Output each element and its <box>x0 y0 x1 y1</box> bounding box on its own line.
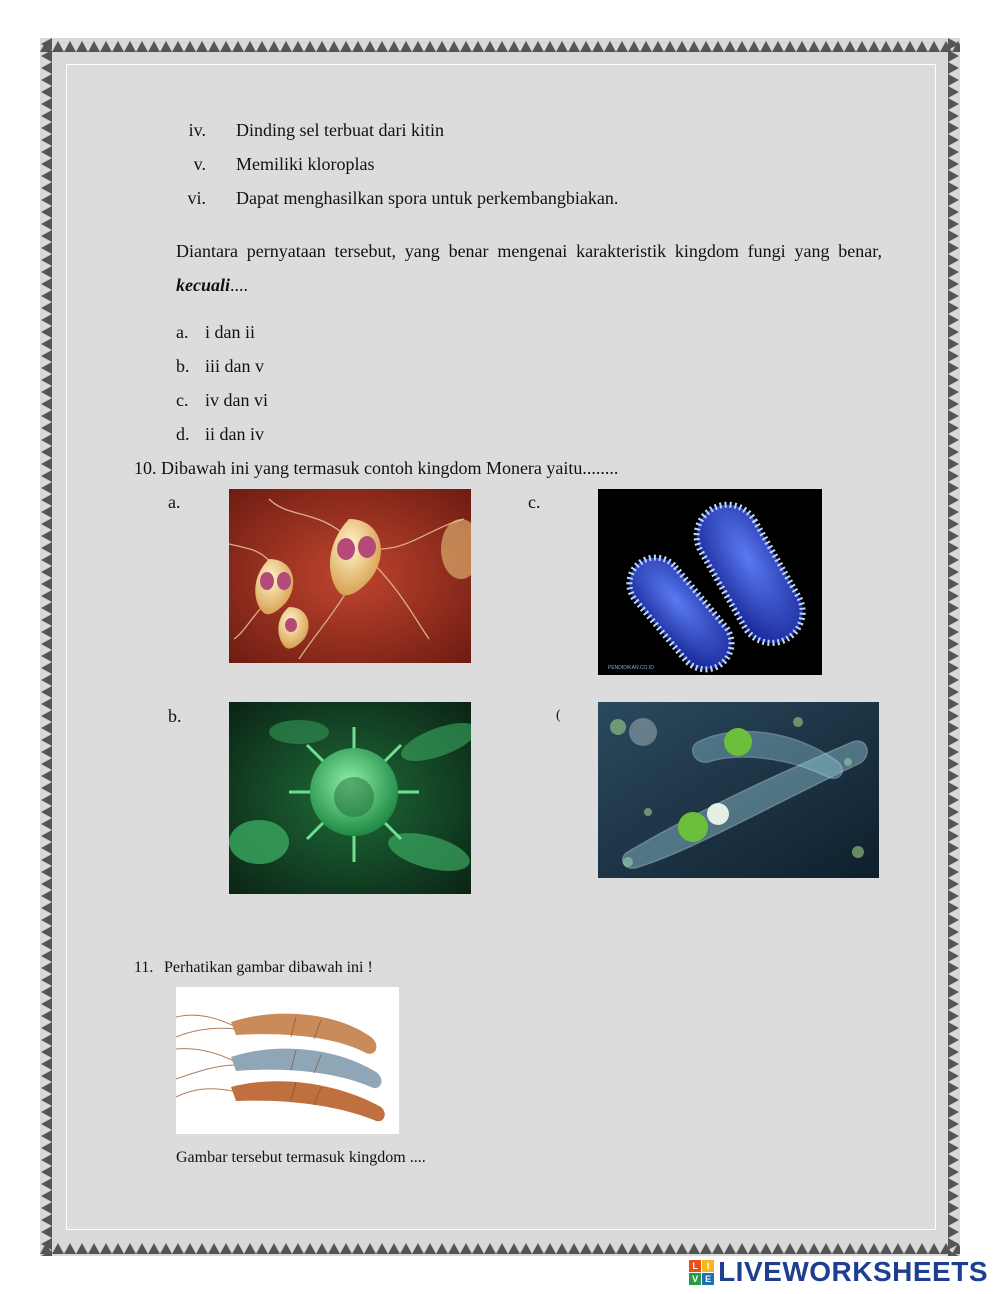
question9-stem <box>176 234 882 302</box>
stem-text: Diantara pernyataan tersebut, yang benar mengenai karakteristik kingdom fungi yang benar, <box>176 241 882 261</box>
choice-c-text[interactable]: iv dan vi <box>205 390 268 410</box>
question10-text: 10. Dibawah ini yang termasuk contoh kingdom Monera yaitu........ <box>134 458 619 478</box>
logo-letter-l: L <box>689 1260 701 1272</box>
roman-text-vi: Dapat menghasilkan spora untuk perkembangbiakan. <box>236 188 619 208</box>
q10-label-c: c. <box>528 492 541 512</box>
choice-a-text[interactable]: i dan ii <box>205 322 255 342</box>
roman-text-v: Memiliki kloroplas <box>236 154 375 174</box>
stem-end: .... <box>230 275 248 295</box>
border-left <box>40 38 52 1256</box>
liveworksheets-brand[interactable] <box>689 1254 988 1290</box>
border-right <box>948 38 960 1256</box>
choice-a-letter: a. <box>176 322 189 342</box>
q10-label-b: b. <box>168 706 182 726</box>
image-giardia[interactable] <box>229 489 471 663</box>
roman-text-iv: Dinding sel terbuat dari kitin <box>236 120 444 140</box>
choice-d-letter: d. <box>176 424 190 444</box>
question11-number: 11. <box>134 959 154 976</box>
roman-num-iv: iv. <box>188 120 206 140</box>
q10-label-a: a. <box>168 492 181 512</box>
logo-letter-v: V <box>689 1273 701 1285</box>
bacteria-watermark: PENDIDIKAN.CO.ID <box>608 665 654 671</box>
choice-b-letter: b. <box>176 356 190 376</box>
question11-caption: Gambar tersebut termasuk kingdom .... <box>176 1149 426 1166</box>
image-shrimp[interactable] <box>176 987 399 1134</box>
choice-d-text[interactable]: ii dan iv <box>205 424 264 444</box>
border-top <box>40 40 960 52</box>
image-virus[interactable] <box>229 702 471 894</box>
roman-num-v: v. <box>193 154 206 174</box>
choice-b-text[interactable]: iii dan v <box>205 356 264 376</box>
logo-letter-i: I <box>702 1260 714 1272</box>
q10-label-d: ( <box>556 708 561 723</box>
border-bottom <box>40 1242 960 1254</box>
question11-text: Perhatikan gambar dibawah ini ! <box>164 959 373 976</box>
image-euglena[interactable] <box>598 702 879 878</box>
brand-name: LIVEWORKSHEETS <box>718 1256 988 1287</box>
choice-c-letter: c. <box>176 390 189 410</box>
roman-num-vi: vi. <box>187 188 206 208</box>
stem-emphasis: kecuali <box>176 275 230 295</box>
liveworksheets-logo-icon <box>689 1260 714 1285</box>
image-bacteria[interactable] <box>598 489 822 675</box>
logo-letter-e: E <box>702 1273 714 1285</box>
